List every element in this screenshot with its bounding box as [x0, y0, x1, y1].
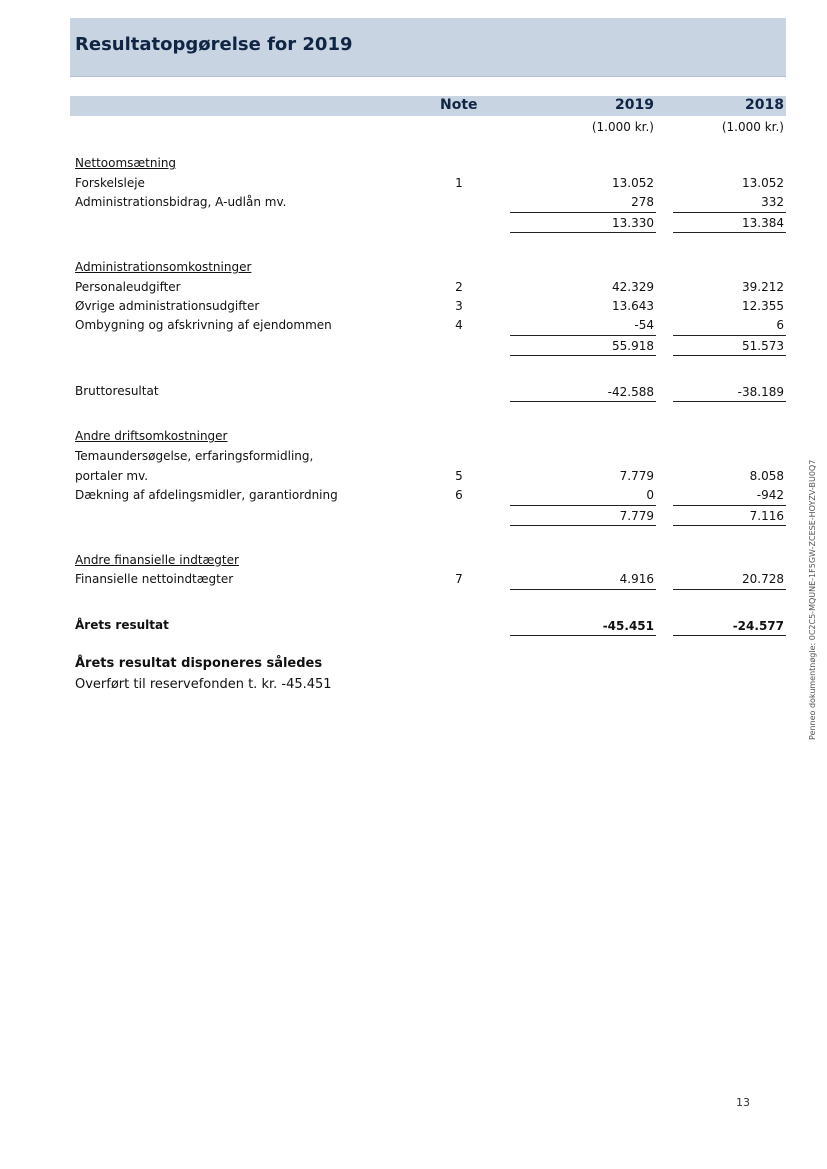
total-rule-2018: [673, 525, 786, 526]
row-label: Forskelsleje: [75, 176, 145, 190]
total-rule-2018: [673, 355, 786, 356]
bruttoresultat-label: Bruttoresultat: [75, 384, 159, 398]
subtotal-rule-2019: [510, 212, 656, 213]
aarets-resultat-label: Årets resultat: [75, 618, 169, 632]
row-note: 3: [455, 299, 463, 313]
unit-2018: (1.000 kr.): [721, 120, 784, 134]
total-rule-2018: [673, 589, 786, 590]
section-heading-andre-drift: Andre driftsomkostninger: [75, 429, 228, 443]
row-note: 1: [455, 176, 463, 190]
aarets-resultat-2018: -24.577: [732, 619, 784, 633]
row-note: 6: [455, 488, 463, 502]
row-value-2018: 6: [776, 318, 784, 332]
row-value-2019: 0: [646, 488, 654, 502]
subtotal-2019: 7.779: [619, 509, 654, 523]
column-header-bar: [70, 96, 786, 116]
row-value-2019: -54: [634, 318, 654, 332]
row-value-2019: 42.329: [612, 280, 654, 294]
year-2019-header: 2019: [615, 97, 654, 113]
total-rule-2019: [510, 355, 656, 356]
total-rule-2018: [673, 401, 786, 402]
row-value-2018: 20.728: [742, 572, 784, 586]
row-label-line1: Temaundersøgelse, erfaringsformidling,: [75, 449, 314, 463]
subtotal-2019: 13.330: [612, 216, 654, 230]
row-label: Finansielle nettoindtægter: [75, 572, 234, 586]
subtotal-rule-2018: [673, 505, 786, 506]
total-rule-2019: [510, 232, 656, 233]
total-rule-2019: [510, 589, 656, 590]
section-heading-nettoomsaetning: Nettoomsætning: [75, 156, 177, 170]
subtotal-rule-2019: [510, 335, 656, 336]
row-value-2019: 278: [631, 195, 654, 209]
bruttoresultat-2019: -42.588: [607, 385, 654, 399]
row-value-2018: 12.355: [742, 299, 784, 313]
disposition-heading: Årets resultat disponeres således: [75, 656, 323, 671]
disposition-text: Overført til reservefonden t. kr. -45.451: [75, 677, 332, 692]
subtotal-2019: 55.918: [612, 339, 654, 353]
row-note: 5: [455, 469, 463, 483]
row-value-2018: 39.212: [742, 280, 784, 294]
row-value-2018: 13.052: [742, 176, 784, 190]
section-heading-finansielle: Andre finansielle indtægter: [75, 553, 239, 567]
total-rule-2018: [673, 232, 786, 233]
title-bar: [70, 18, 786, 77]
row-value-2019: 7.779: [619, 469, 654, 483]
row-value-2018: 8.058: [749, 469, 784, 483]
row-label: Personaleudgifter: [75, 280, 181, 294]
row-value-2018: -942: [756, 488, 784, 502]
row-note: 4: [455, 318, 463, 332]
total-rule-2019: [510, 635, 656, 636]
total-rule-2019: [510, 401, 656, 402]
page-number: 13: [736, 1096, 750, 1109]
section-heading-administration: Administrationsomkostninger: [75, 260, 252, 274]
bruttoresultat-2018: -38.189: [737, 385, 784, 399]
year-2018-header: 2018: [745, 97, 784, 113]
total-rule-2019: [510, 525, 656, 526]
page-title: Resultatopgørelse for 2019: [75, 34, 353, 55]
aarets-resultat-2019: -45.451: [602, 619, 654, 633]
margin-document-key: Penneo dokumentnøgle: 0C2C5-MQUNE-1F5GW-ZCESE-HOYZV-BU0Q7: [808, 459, 817, 740]
note-column-header: Note: [440, 97, 478, 113]
row-label: Ombygning og afskrivning af ejendommen: [75, 318, 332, 332]
unit-2019: (1.000 kr.): [591, 120, 654, 134]
row-label: Dækning af afdelingsmidler, garantiordning: [75, 488, 338, 502]
subtotal-rule-2018: [673, 212, 786, 213]
subtotal-2018: 13.384: [742, 216, 784, 230]
row-value-2018: 332: [761, 195, 784, 209]
subtotal-rule-2018: [673, 335, 786, 336]
row-note: 2: [455, 280, 463, 294]
subtotal-2018: 7.116: [749, 509, 784, 523]
total-rule-2018: [673, 635, 786, 636]
row-value-2019: 4.916: [619, 572, 654, 586]
row-label-line2: portaler mv.: [75, 469, 149, 483]
row-value-2019: 13.643: [612, 299, 654, 313]
row-label: Øvrige administrationsudgifter: [75, 299, 260, 313]
subtotal-2018: 51.573: [742, 339, 784, 353]
row-label: Administrationsbidrag, A-udlån mv.: [75, 195, 287, 209]
row-note: 7: [455, 572, 463, 586]
row-value-2019: 13.052: [612, 176, 654, 190]
subtotal-rule-2019: [510, 505, 656, 506]
